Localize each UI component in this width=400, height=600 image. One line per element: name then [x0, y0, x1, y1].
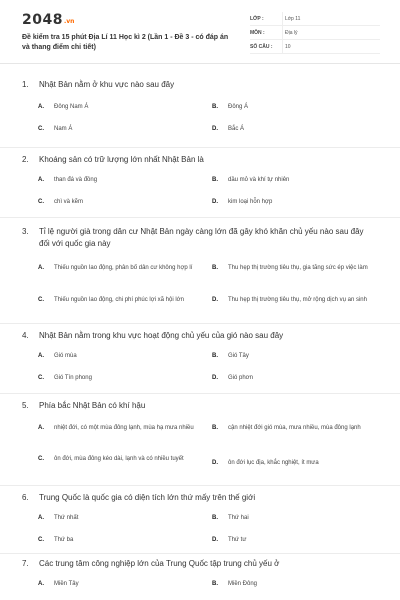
option-letter: C.	[38, 375, 44, 381]
option-text: Miền Đông	[228, 581, 258, 587]
meta-key: MÔN :	[250, 29, 265, 36]
question-6	[0, 486, 400, 554]
option-b[interactable]	[212, 264, 378, 273]
option-text: Thu hẹp thị trường tiêu thụ, mở rộng dịch vụ an sinh	[228, 297, 367, 303]
question-body: Trung Quốc là quốc gia có diện tích lớn thứ mấy trên thế giới	[39, 493, 256, 502]
option-a[interactable]	[38, 514, 204, 523]
meta-row-subject	[250, 26, 380, 40]
question-4	[0, 324, 400, 394]
question-body: Nhật Bản nằm trong khu vực hoạt động chủ yếu của gió nào sau đây	[39, 331, 284, 340]
question-3	[0, 218, 400, 324]
question-1	[0, 70, 400, 148]
option-b[interactable]	[212, 352, 378, 361]
option-a[interactable]	[38, 176, 204, 185]
question-number: 3.	[22, 227, 29, 236]
option-letter: B.	[212, 425, 218, 431]
question-body: Tỉ lệ người già trong dân cư Nhật Bản ngày càng lớn đã gây khó khăn chủ yếu nào sau đây đối với quốc gia này	[39, 227, 364, 248]
option-letter: B.	[212, 515, 218, 521]
option-letter: C.	[38, 456, 44, 462]
option-text: Thứ hai	[228, 515, 249, 521]
option-c[interactable]	[38, 455, 204, 464]
option-text: Thiếu nguồn lao động, chi phí phúc lợi xã hội lớn	[54, 297, 184, 303]
option-text: Miền Tây	[54, 581, 79, 587]
page-header	[0, 0, 400, 64]
option-text: Bắc Á	[228, 126, 245, 132]
option-text: ôn đới lục địa, khắc nghiệt, ít mưa	[228, 460, 319, 466]
option-text: Đông Á	[228, 104, 249, 110]
question-text	[22, 154, 369, 166]
logo-suffix: .vn	[63, 18, 75, 25]
logo-brand: 2048	[22, 12, 63, 28]
question-number: 5.	[22, 401, 29, 410]
option-text: dầu mỏ và khí tự nhiên	[228, 177, 290, 183]
option-b[interactable]	[212, 514, 378, 523]
option-letter: B.	[212, 265, 218, 271]
meta-value: Lớp 11	[282, 12, 300, 25]
option-a[interactable]	[38, 424, 204, 433]
option-text: chì và kẽm	[54, 199, 84, 205]
option-letter: A.	[38, 581, 44, 587]
option-letter: A.	[38, 353, 44, 359]
option-c[interactable]	[38, 198, 204, 207]
option-text: Thứ tư	[228, 537, 247, 543]
option-d[interactable]	[212, 536, 378, 545]
option-b[interactable]	[212, 424, 378, 433]
question-number: 2.	[22, 155, 29, 164]
option-c[interactable]	[38, 296, 204, 305]
option-letter: A.	[38, 104, 44, 110]
question-body: Nhật Bản nằm ở khu vực nào sau đây	[39, 80, 175, 89]
option-text: Thiếu nguồn lao động, phân bố dân cư không hợp lí	[54, 265, 193, 271]
meta-value: Địa lý	[282, 26, 298, 39]
option-letter: C.	[38, 297, 44, 303]
meta-row-class	[250, 12, 380, 26]
option-letter: C.	[38, 199, 44, 205]
option-d[interactable]	[212, 296, 378, 305]
option-letter: A.	[38, 515, 44, 521]
option-letter: A.	[38, 265, 44, 271]
option-letter: C.	[38, 126, 44, 132]
option-text: ôn đới, mùa đông kéo dài, lạnh và có nhiều tuyết	[54, 456, 184, 462]
question-number: 1.	[22, 80, 29, 89]
option-letter: A.	[38, 177, 44, 183]
option-letter: B.	[212, 353, 218, 359]
option-letter: D.	[212, 375, 218, 381]
page-title: Đề kiểm tra 15 phút Địa Lí 11 Học kì 2 (Lần 1 - Đề 3 - có đáp án và thang điểm chi tiết)	[22, 34, 229, 51]
option-text: Gió Tây	[228, 353, 249, 359]
option-d[interactable]	[212, 125, 378, 134]
question-number: 7.	[22, 559, 29, 568]
option-text: Gió mùa	[54, 353, 77, 359]
question-5	[0, 394, 400, 486]
option-b[interactable]	[212, 103, 378, 112]
option-b[interactable]	[212, 580, 378, 589]
option-c[interactable]	[38, 536, 204, 545]
option-text: cận nhiệt đới gió mùa, mưa nhiều, mùa đông lạnh	[228, 425, 361, 431]
question-body: Các trung tâm công nghiệp lớn của Trung Quốc tập trung chủ yếu ở	[39, 559, 280, 568]
question-number: 6.	[22, 493, 29, 502]
option-text: Gió phơn	[228, 375, 253, 381]
option-text: Nam Á	[54, 126, 73, 132]
exam-info	[250, 12, 380, 54]
site-logo[interactable]	[22, 12, 74, 28]
option-c[interactable]	[38, 374, 204, 383]
option-text: Thu hẹp thị trường tiêu thụ, gia tăng sức ép việc làm	[228, 265, 368, 271]
meta-value: 10	[282, 40, 291, 53]
question-text	[22, 79, 369, 91]
option-d[interactable]	[212, 198, 378, 207]
option-text: than đá và đồng	[54, 177, 98, 183]
question-text	[22, 400, 369, 412]
option-text: Gió Tín phong	[54, 375, 92, 381]
meta-row-count	[250, 40, 380, 54]
question-body: Khoáng sản có trữ lượng lớn nhất Nhật Bản là	[39, 155, 204, 164]
option-letter: D.	[212, 199, 218, 205]
option-letter: A.	[38, 425, 44, 431]
question-body: Phía bắc Nhật Bản có khí hậu	[39, 401, 146, 410]
question-list	[0, 70, 400, 600]
option-letter: D.	[212, 460, 218, 466]
option-text: Thứ nhất	[54, 515, 79, 521]
option-text: Thứ ba	[54, 537, 74, 543]
option-letter: C.	[38, 537, 44, 543]
option-letter: D.	[212, 126, 218, 132]
question-text	[22, 492, 369, 504]
option-letter: D.	[212, 537, 218, 543]
option-d[interactable]	[212, 374, 378, 383]
question-text	[22, 226, 369, 250]
option-a[interactable]	[38, 264, 204, 273]
option-text: kim loại hỗn hợp	[228, 199, 273, 205]
option-letter: B.	[212, 177, 218, 183]
meta-key: LỚP :	[250, 15, 264, 22]
question-text	[22, 330, 369, 342]
option-a[interactable]	[38, 352, 204, 361]
option-c[interactable]	[38, 125, 204, 134]
option-a[interactable]	[38, 580, 204, 589]
question-number: 4.	[22, 331, 29, 340]
question-7	[0, 554, 400, 600]
option-letter: D.	[212, 297, 218, 303]
question-2	[0, 148, 400, 218]
option-b[interactable]	[212, 176, 378, 185]
option-d[interactable]	[212, 459, 378, 468]
question-text	[22, 558, 369, 570]
option-a[interactable]	[38, 103, 204, 112]
option-letter: B.	[212, 104, 218, 110]
option-text: Đông Nam Á	[54, 104, 89, 110]
option-text: nhiệt đới, có một mùa đông lạnh, mùa hạ mưa nhiều	[54, 425, 194, 431]
meta-key: SỐ CÂU :	[250, 43, 273, 50]
option-letter: B.	[212, 581, 218, 587]
